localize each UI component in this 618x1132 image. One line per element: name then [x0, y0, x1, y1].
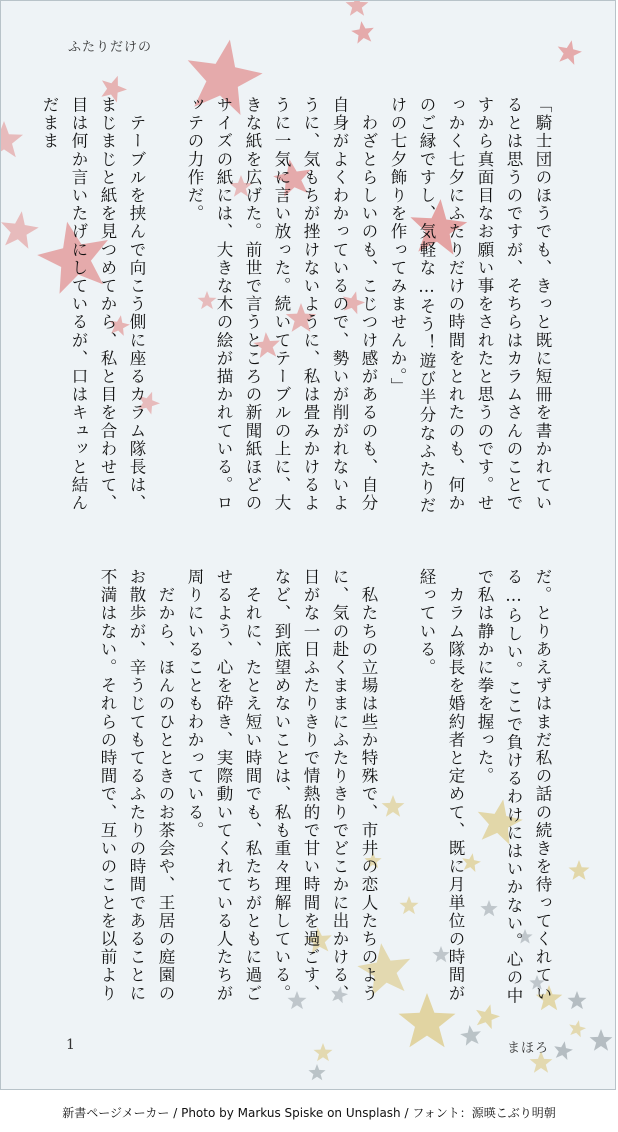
paragraph: だ。とりあえずはまだ私の話の続きを待ってくれている…らしい。ここで負けるわけにはいかない。心の中で私は静かに拳を握った。 — [475, 568, 552, 1005]
paragraph: だから、ほんのひとときのお茶会や、王居の庭園のお散歩が、辛うじてもてるふたりの時間であることに不満はない。それらの時間で、互いのことを以前より — [98, 568, 175, 1003]
star-decoration — [351, 21, 374, 43]
star-decoration — [568, 991, 587, 1009]
star-decoration — [590, 1029, 613, 1051]
star-decoration — [1, 121, 23, 157]
star-decoration — [346, 1, 369, 16]
star-decoration — [460, 1025, 481, 1046]
paragraph: カラム隊長を婚約者と定めて、既に月単位の時間が経っている。 — [417, 568, 465, 1003]
star-decoration — [554, 1041, 573, 1060]
star-decoration — [314, 1043, 333, 1061]
star-decoration — [308, 1064, 325, 1080]
paragraph: 「騎士団のほうでも、きっと既に短冊を書かれているとは思うのですが、そちらはカラムさんのことですから真面目なお願い事をされたと思うのです。せっかく七夕にふたりだけの時間をとれたのも、何かのご縁ですし、気軽な…そう！遊び半分なふたりだけの七夕飾りを作ってみませんか。」 — [388, 96, 552, 515]
paragraph: わざとらしいのも、こじつけ感があるのも、自分自身がよくわかっているので、勢いが削がれないように、気もちが挫けないように、私は畳みかけるように一気に言い放った。続いてテーブルの上に、大きな紙を広げた。前世で言うところの新聞紙ほどのサイズの紙には、大きな木の絵が描かれている。ロッテの力作だ。 — [185, 96, 378, 513]
star-decoration — [558, 40, 582, 65]
credit-line: 新書ページメーカー / Photo by Markus Spiske on Unsplash / フォント：源暎こぶり明朝 — [62, 1106, 556, 1120]
star-decoration — [569, 1020, 586, 1037]
paragraph: テーブルを挟んで向こう側に座るカラム隊長は、まじまじと紙を見つめてから、私と目を合わせて、目は何か言いたげにしているが、口はキュッと結んだまま — [40, 96, 146, 513]
star-decoration — [1, 211, 39, 249]
paragraph: それに、たとえ短い時間でも、私たちがともに過ごせるよう、心を砕き、実際動いてくれている人たちが周りにいることもわかっている。 — [185, 568, 262, 1003]
text-block-top — [35, 96, 557, 526]
author-name: まほろ — [507, 1041, 550, 1056]
paragraph: 私たちの立場は些か特殊で、市井の恋人たちのように、気の赴くままにふたりきりでどこかに出かける、日がな一日ふたりきりで情熱的で甘い時間を過ごす、など、到底望めないことは、私も重々理解している。 — [272, 568, 378, 1003]
text-block-bottom — [93, 568, 557, 1013]
star-decoration — [569, 860, 590, 880]
page-number: 1 — [66, 1037, 75, 1053]
header-title: ふたりだけの — [68, 40, 153, 55]
